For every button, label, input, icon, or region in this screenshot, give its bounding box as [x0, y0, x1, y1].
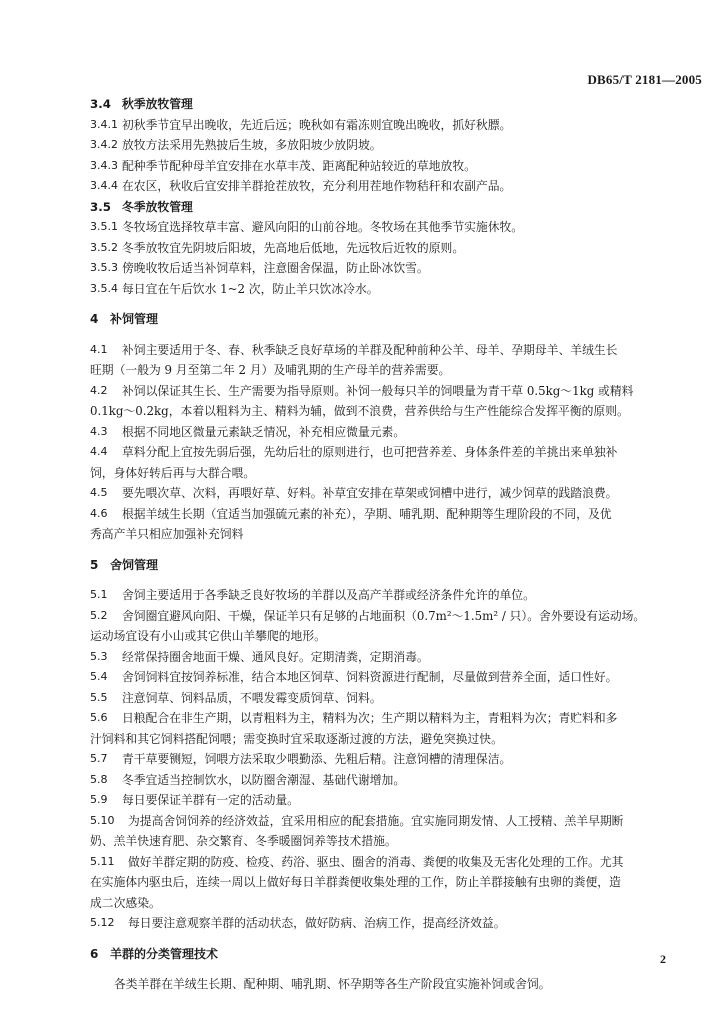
clause-text-line: 做好羊群定期的防疫、检疫、药浴、驱虫、圈舍的消毒、粪便的收集及无害化处理的工作。尤其 — [128, 854, 624, 869]
clause-text-line: 每日要注意观察羊群的活动状态，做好防病、治病工作，提高经济效益。 — [128, 916, 506, 930]
clause-number: 4.4 — [90, 445, 108, 458]
clause-number: 5.11 — [90, 854, 115, 868]
clause-continuation: 秀高产羊只相应加强补充饲料 — [90, 527, 244, 541]
clause-number: 3.5.1 — [90, 220, 118, 233]
clause-text: 每日宜在午后饮水 1~2 次，防止羊只饮冰冷水。 — [122, 281, 379, 296]
clause-text-line: 为提高舍饲饲养的经济效益，宜采用相应的配套措施。宜实施同期发情、人工授精、羔羊早期断 — [128, 813, 624, 828]
clause-number: 5.12 — [90, 916, 115, 929]
clause-number: 5.10 — [90, 813, 115, 827]
clause-text-line: 注意饲草、饲料品质，不喂发霉变质饲草、饲料。 — [122, 690, 382, 705]
clause-number: 5.9 — [90, 793, 108, 806]
section-6-body: 各类羊群在羊绒生长期、配种期、哺乳期、怀孕期等各生产阶段宜实施补饲或舍饲。 — [114, 977, 551, 991]
clause-text: 初秋季节宜早出晚收，先近后远；晚秋如有霜冻则宜晚出晚收，抓好秋膘。 — [122, 117, 512, 132]
clause-number: 5.8 — [90, 772, 108, 786]
clause-5-2 — [90, 606, 684, 627]
section-heading-4 — [90, 309, 684, 330]
section-number: 6 — [90, 946, 99, 961]
clause-text-line: 日粮配合在非生产期，以青粗料为主，精料为次；生产期以精料为主，青粗料为次；青贮料和多 — [122, 711, 618, 725]
clause-number: 3.4.3 — [90, 158, 118, 172]
clause-text: 配种季节配种母羊宜安排在水草丰茂、距离配种站较近的草地放牧。 — [122, 158, 476, 173]
clause-number: 4.2 — [90, 383, 108, 397]
document-body — [90, 94, 684, 995]
clause-number: 5.4 — [90, 670, 108, 683]
clause-4-1 — [90, 340, 684, 361]
clause-continuation: 汁饲料和其它饲料搭配饲喂；需变换时宜采取逐渐过渡的方法，避免突换过快。 — [90, 731, 503, 746]
section-title: 舍饲管理 — [110, 557, 159, 572]
clause-text-line: 补饲主要适用于冬、春、秋季缺乏良好草场的羊群及配种前种公羊、母羊、孕期母羊、羊绒生长 — [122, 342, 618, 357]
clause-text-line: 草料分配上宜按先弱后强，先幼后壮的原则进行，也可把营养差、身体条件差的羊挑出来单独补 — [122, 445, 618, 459]
clause-5-6 — [90, 708, 684, 729]
clause-text-line: 补饲以保证其生长、生产需要为指导原则。补饲一般每只羊的饲喂量为青干草 0.5kg～1kg 或精料 — [122, 383, 634, 398]
section-title: 秋季放牧管理 — [122, 97, 193, 111]
clause-text: 傍晚收牧后适当补饲草料，注意圈舍保温，防止卧冰饮雪。 — [122, 261, 429, 275]
clause-number: 5.5 — [90, 690, 108, 704]
section-title: 冬季放牧管理 — [122, 199, 193, 214]
clause-5-3 — [90, 647, 684, 668]
clause-continuation: 在实施体内驱虫后，连续一周以上做好每日羊群粪便收集处理的工作，防止羊群接触有虫卵的粪便，造 — [90, 875, 621, 889]
clause-5-9 — [90, 790, 684, 811]
clause-text: 冬牧场宜选择牧草丰富、避风向阳的山前谷地。冬牧场在其他季节实施休牧。 — [122, 220, 524, 234]
standard-code: DB65/T 2181—2005 — [587, 72, 702, 87]
clause-3-5-4 — [90, 279, 684, 300]
section-title: 羊群的分类管理技术 — [110, 946, 219, 961]
clause-5-10 — [90, 811, 684, 832]
clause-3-5-1 — [90, 217, 684, 238]
clause-number: 3.5.2 — [90, 240, 118, 254]
clause-number: 5.7 — [90, 752, 108, 765]
clause-text-line: 经常保持圈舍地面干燥、通风良好。定期清粪，定期消毒。 — [122, 649, 429, 664]
clause-text-line: 舍饲圈宜避风向阳、干燥，保证羊只有足够的占地面积（0.7m²～1.5m² / 只）。舍外要设有运动场。 — [122, 608, 646, 623]
clause-number: 3.5.4 — [90, 281, 118, 295]
clause-continuation: 饲，身体好转后再与大群合喂。 — [90, 465, 256, 480]
clause-5-8 — [90, 770, 684, 791]
clause-number: 3.4.4 — [90, 179, 118, 192]
clause-text: 放牧方法采用先熟披后生坡，多放阳坡少放阴坡。 — [122, 138, 382, 152]
clause-5-11 — [90, 852, 684, 873]
clause-text: 在农区，秋收后宜安排羊群抢茬放牧，充分利用茬地作物秸秆和农副产品。 — [122, 179, 512, 193]
clause-4-4 — [90, 442, 684, 463]
clause-number: 4.1 — [90, 342, 108, 356]
clause-text-line: 每日要保证羊群有一定的活动量。 — [122, 793, 299, 807]
clause-number: 5.3 — [90, 649, 108, 663]
section-heading-3-5 — [90, 197, 684, 218]
clause-4-3 — [90, 422, 684, 443]
section-number: 3.4 — [90, 97, 111, 111]
clause-number: 3.4.2 — [90, 138, 118, 151]
clause-continuation: 成二次感染。 — [90, 895, 161, 910]
section-title: 补饲管理 — [110, 312, 159, 326]
clause-text-line: 冬季宜适当控制饮水，以防圈舍潮湿、基础代谢增加。 — [122, 772, 406, 787]
clause-text-line: 青干草要铡短，饲喂方法采取少喂勤添、先粗后精。注意饲槽的清理保洁。 — [122, 752, 512, 766]
clause-continuation: 运动场宜设有小山或其它供山羊攀爬的地形。 — [90, 629, 326, 643]
clause-5-4 — [90, 667, 684, 688]
clause-4-6 — [90, 504, 684, 525]
clause-3-4-1 — [90, 115, 684, 136]
clause-3-4-3 — [90, 156, 684, 177]
clause-number: 4.3 — [90, 424, 108, 438]
clause-number: 5.6 — [90, 711, 108, 724]
clause-3-4-2 — [90, 135, 684, 156]
section-heading-6 — [90, 944, 684, 965]
clause-text-line: 根据不同地区微量元素缺乏情况，补充相应微量元素。 — [122, 424, 406, 439]
clause-text-line: 舍饲饲料宜按饲养标准，结合本地区饲草、饲料资源进行配制，尽量做到营养全面，适口性好。 — [122, 670, 618, 684]
clause-number: 4.6 — [90, 506, 108, 520]
clause-3-5-3 — [90, 258, 684, 279]
clause-3-4-4 — [90, 176, 684, 197]
clause-number: 5.1 — [90, 588, 108, 601]
clause-5-5 — [90, 688, 684, 709]
clause-number: 3.4.1 — [90, 117, 118, 131]
page-number: 2 — [660, 952, 666, 966]
clause-text-line: 要先喂次草、次料，再喂好草、好料。补草宜安排在草架或饲槽中进行，减少饲草的践踏浪费。 — [122, 486, 618, 500]
clause-4-5 — [90, 483, 684, 504]
section-number: 4 — [90, 312, 99, 326]
clause-text: 冬季放牧宜先阴坡后阳坡，先高地后低地，先远牧后近牧的原则。 — [122, 240, 465, 255]
clause-5-1 — [90, 585, 684, 606]
section-number: 3.5 — [90, 199, 111, 214]
clause-3-5-2 — [90, 238, 684, 259]
section-heading-3-4 — [90, 94, 684, 115]
clause-5-12 — [90, 913, 684, 934]
clause-4-2 — [90, 381, 684, 402]
clause-text-line: 舍饲主要适用于各季缺乏良好牧场的羊群以及高产羊群或经济条件允许的单位。 — [122, 588, 535, 602]
clause-number: 5.2 — [90, 608, 108, 622]
clause-text-line: 根据羊绒生长期（宜适当加强硫元素的补充），孕期、哺乳期、配种期等生理阶段的不同，及优 — [122, 506, 612, 521]
clause-5-7 — [90, 749, 684, 770]
clause-continuation: 0.1kg～0.2kg，本着以粗料为主、精料为辅，做到不浪费，营养供给与生产性能综合发挥平衡的原则。 — [90, 404, 629, 418]
section-number: 5 — [90, 557, 99, 572]
clause-continuation: 旺期（一般为 9 月至第二年 2 月）及哺乳期的生产母羊的营养需要。 — [90, 363, 451, 377]
clause-number: 3.5.3 — [90, 261, 118, 274]
clause-number: 4.5 — [90, 486, 108, 499]
section-heading-5 — [90, 555, 684, 576]
clause-continuation: 奶、羔羊快速育肥、杂交繁育、冬季暖圈饲养等技术措施。 — [90, 834, 397, 848]
